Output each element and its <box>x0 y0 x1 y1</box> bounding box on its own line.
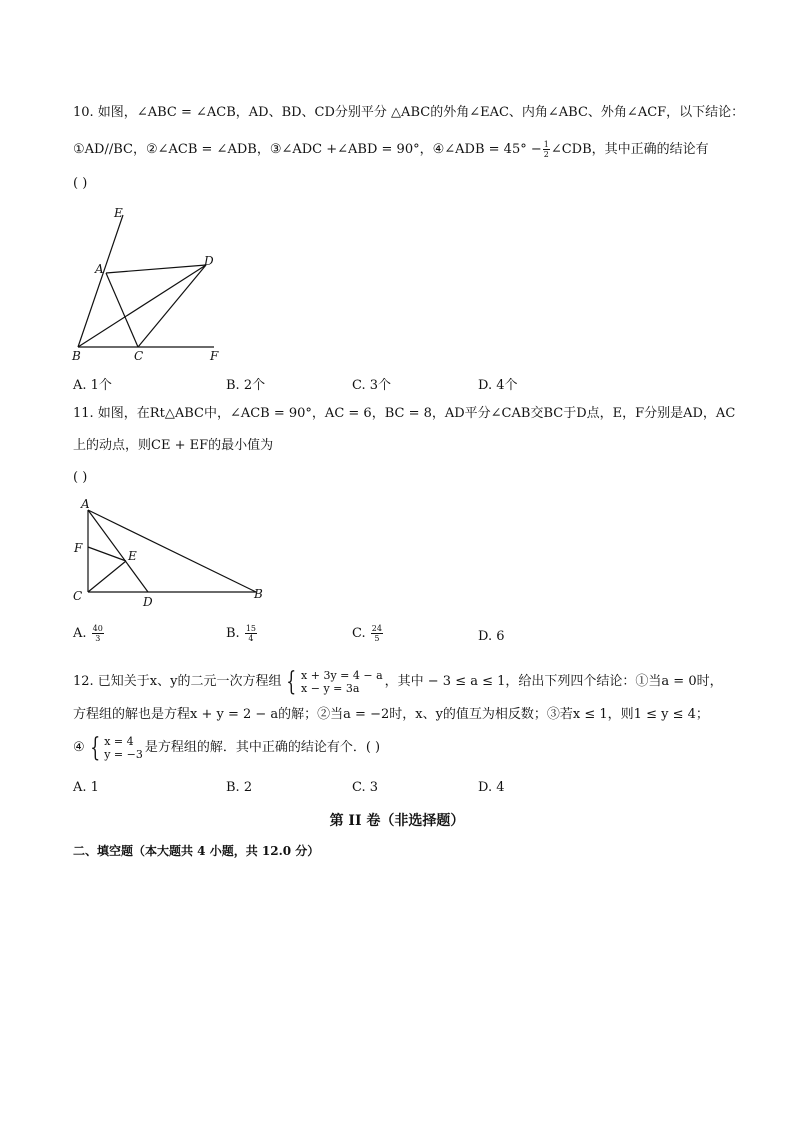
q11-figure <box>70 498 270 608</box>
label-A: A <box>95 262 104 276</box>
q10-figure <box>68 205 228 365</box>
q10-option-d[interactable]: D. 4个 <box>478 378 518 393</box>
label-C: C <box>73 589 83 603</box>
line-CE <box>88 561 126 592</box>
q10-stem-line1: 10. 如图，∠ABC = ∠ACB，AD、BD、CD分别平分 △ABC的外角∠EAC、内角∠ABC、外角∠ACF，以下结论： <box>73 105 745 120</box>
q11-stem-line1: 11. 如图，在Rt△ABC中，∠ACB = 90°，AC = 6，BC = 8，AD平分∠CAB交BC于D点，E，F分别是AD，AC <box>73 406 736 421</box>
equation-system: { x + 3y = 4 − a x − y = 3a <box>286 666 383 697</box>
fraction: $\frac{15}{4}$ <box>245 624 257 643</box>
q12-option-d[interactable]: D. 4 <box>478 780 505 795</box>
q11-answer-paren: ( ) <box>73 470 88 485</box>
line-AB <box>88 510 256 592</box>
line-BD <box>78 265 206 347</box>
q11-stem-line2: 上的动点，则CE + EF的最小值为 <box>73 438 274 453</box>
q11-option-c[interactable]: C. $\frac{24}{5}$ <box>352 624 382 643</box>
q12-option-a[interactable]: A. 1 <box>73 780 99 795</box>
line-AD <box>106 265 206 273</box>
q12-stem-line3: ④ { x = 4 y = −3 是方程组的解．其中正确的结论有个．( ) <box>73 732 381 763</box>
solution-system: { x = 4 y = −3 <box>89 732 143 763</box>
q10-stem-line2: ①AD//BC，②∠ACB = ∠ADB，③∠ADC +∠ABD = 90°，④∠ADB = 45° − $\frac{1}{2}$ ∠CDB，其中正确的结论有 <box>73 140 709 159</box>
label-E: E <box>128 549 137 563</box>
q10-option-a[interactable]: A. 1个 <box>73 378 112 393</box>
section-subtitle: 二、填空题（本大题共 4 小题，共 12.0 分） <box>73 844 320 858</box>
label-F: F <box>74 541 83 555</box>
q11-option-b[interactable]: B. $\frac{15}{4}$ <box>226 624 257 643</box>
q12-stem-line2: 方程组的解也是方程x + y = 2 − a的解；②当a = −2时，x、y的值互为相反数；③若x ≤ 1，则1 ≤ y ≤ 4； <box>73 707 709 722</box>
label-E: E <box>114 206 123 220</box>
label-B: B <box>254 587 263 601</box>
section-title: 第 II 卷（非选择题） <box>329 813 465 829</box>
fraction-half: $\frac{1}{2}$ <box>543 140 549 159</box>
line-CD <box>138 265 206 347</box>
q12-option-b[interactable]: B. 2 <box>226 780 253 795</box>
q11-option-d[interactable]: D. 6 <box>478 629 505 644</box>
q12-stem-line1: 12. 已知关于x、y的二元一次方程组 { x + 3y = 4 − a x − y = 3a ，其中 − 3 ≤ a ≤ 1，给出下列四个结论：①当a = 0时， <box>73 666 723 697</box>
fraction: $\frac{24}{5}$ <box>371 624 382 643</box>
q12-option-c[interactable]: C. 3 <box>352 780 379 795</box>
q10-answer-paren: ( ) <box>73 176 88 191</box>
fraction: $\frac{40}{3}$ <box>92 624 103 643</box>
line-BE <box>78 215 123 347</box>
label-C: C <box>134 349 144 363</box>
label-A: A <box>81 498 90 511</box>
label-D: D <box>204 254 214 268</box>
label-B: B <box>72 349 81 363</box>
q11-option-a[interactable]: A. $\frac{40}{3}$ <box>73 624 103 643</box>
line-AC <box>106 273 138 347</box>
q10-option-b[interactable]: B. 2个 <box>226 378 266 393</box>
line-AD <box>88 510 148 592</box>
label-D: D <box>143 595 153 608</box>
q10-option-c[interactable]: C. 3个 <box>352 378 392 393</box>
label-F: F <box>210 349 219 363</box>
